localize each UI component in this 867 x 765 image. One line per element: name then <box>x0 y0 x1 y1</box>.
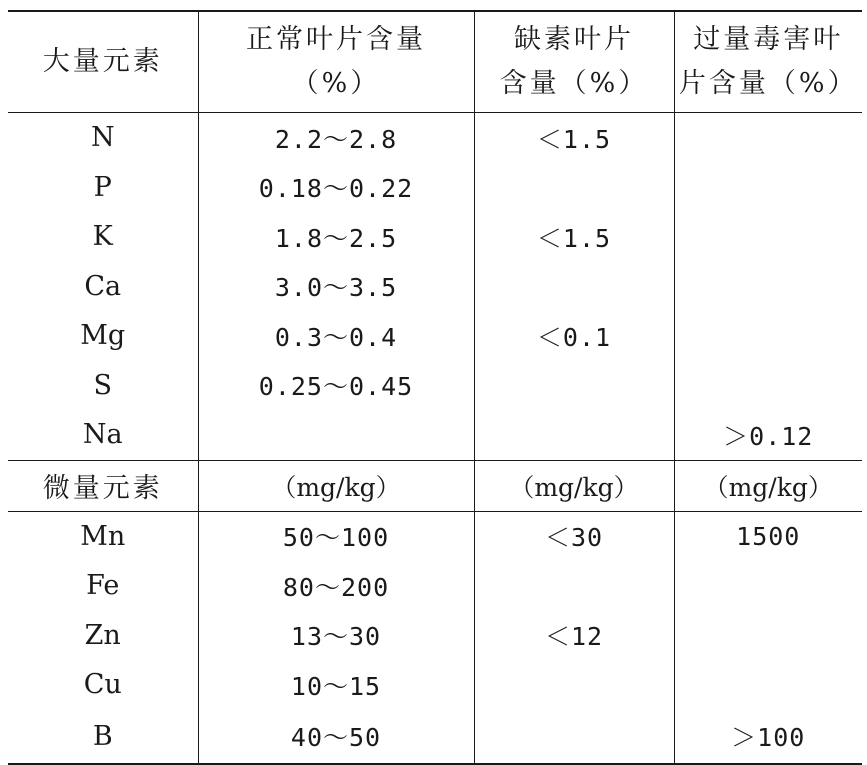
normal-cell: 3.0～3.5 <box>198 262 474 312</box>
header-toxic-line2: 片含量（%） <box>678 68 858 99</box>
header-toxic-line1: 过量毒害叶 <box>693 24 844 55</box>
header-deficient-line2: 含量（%） <box>499 68 649 99</box>
element-cell: Mg <box>80 320 126 352</box>
header-macro-elements <box>8 11 198 113</box>
toxic-cell: ＞0.12 <box>674 410 862 460</box>
toxic-cell <box>674 113 862 163</box>
table-row <box>8 113 862 163</box>
micro-section-label: 微量元素 <box>42 473 163 504</box>
element-cell: N <box>90 122 115 154</box>
toxic-cell: 1500 <box>674 511 862 561</box>
normal-cell: 10～15 <box>198 660 474 710</box>
normal-cell: 50～100 <box>198 511 474 561</box>
normal-cell: 1.8～2.5 <box>198 212 474 262</box>
unit-normal: （mg/kg） <box>198 460 474 511</box>
deficient-cell: ＜0.1 <box>474 311 674 361</box>
table-row <box>8 212 862 262</box>
table-row <box>8 163 862 213</box>
micro-section-header-row <box>8 460 862 511</box>
table-row <box>8 561 862 611</box>
deficient-cell: ＜1.5 <box>474 113 674 163</box>
deficient-cell <box>474 262 674 312</box>
toxic-cell: ＞100 <box>674 710 862 764</box>
header-toxic-content <box>674 11 862 113</box>
normal-cell <box>198 410 474 460</box>
normal-cell: 80～200 <box>198 561 474 611</box>
header-deficient-content <box>474 11 674 113</box>
element-cell: P <box>93 171 112 203</box>
toxic-cell <box>674 561 862 611</box>
table-row <box>8 311 862 361</box>
normal-cell: 40～50 <box>198 710 474 764</box>
table-row <box>8 511 862 561</box>
table-row <box>8 262 862 312</box>
toxic-cell <box>674 361 862 411</box>
deficient-cell <box>474 660 674 710</box>
element-cell: Na <box>82 419 123 451</box>
toxic-cell <box>674 262 862 312</box>
toxic-cell <box>674 311 862 361</box>
deficient-cell <box>474 163 674 213</box>
unit-toxic: （mg/kg） <box>674 460 862 511</box>
element-cell: B <box>92 720 113 752</box>
element-cell: K <box>92 221 113 253</box>
table-row <box>8 361 862 411</box>
header-normal-content <box>198 11 474 113</box>
element-cell: Ca <box>84 270 122 302</box>
toxic-cell <box>674 611 862 661</box>
element-cell: Fe <box>86 570 120 602</box>
table-row <box>8 710 862 764</box>
normal-cell: 0.3～0.4 <box>198 311 474 361</box>
unit-deficient: （mg/kg） <box>474 460 674 511</box>
deficient-cell: ＜1.5 <box>474 212 674 262</box>
table-row <box>8 611 862 661</box>
nutrient-table <box>8 10 862 765</box>
element-cell: Cu <box>83 669 122 701</box>
deficient-cell: ＜12 <box>474 611 674 661</box>
header-normal-line1: 正常叶片含量 <box>246 24 426 55</box>
micro-elements-body <box>8 460 862 764</box>
deficient-cell <box>474 361 674 411</box>
deficient-cell <box>474 410 674 460</box>
macro-elements-body <box>8 113 862 461</box>
header-deficient-line1: 缺素叶片 <box>514 24 634 55</box>
header-normal-line2: （%） <box>291 68 381 99</box>
element-cell: S <box>93 369 112 401</box>
element-cell: Mn <box>80 520 126 552</box>
table-row <box>8 410 862 460</box>
deficient-cell <box>474 710 674 764</box>
deficient-cell <box>474 561 674 611</box>
header-row <box>8 11 862 113</box>
normal-cell: 13～30 <box>198 611 474 661</box>
toxic-cell <box>674 660 862 710</box>
normal-cell: 2.2～2.8 <box>198 113 474 163</box>
normal-cell: 0.25～0.45 <box>198 361 474 411</box>
deficient-cell: ＜30 <box>474 511 674 561</box>
toxic-cell <box>674 163 862 213</box>
toxic-cell <box>674 212 862 262</box>
normal-cell: 0.18～0.22 <box>198 163 474 213</box>
element-cell: Zn <box>84 619 121 651</box>
header-macro-elements-text: 大量元素 <box>42 46 163 77</box>
table-row <box>8 660 862 710</box>
